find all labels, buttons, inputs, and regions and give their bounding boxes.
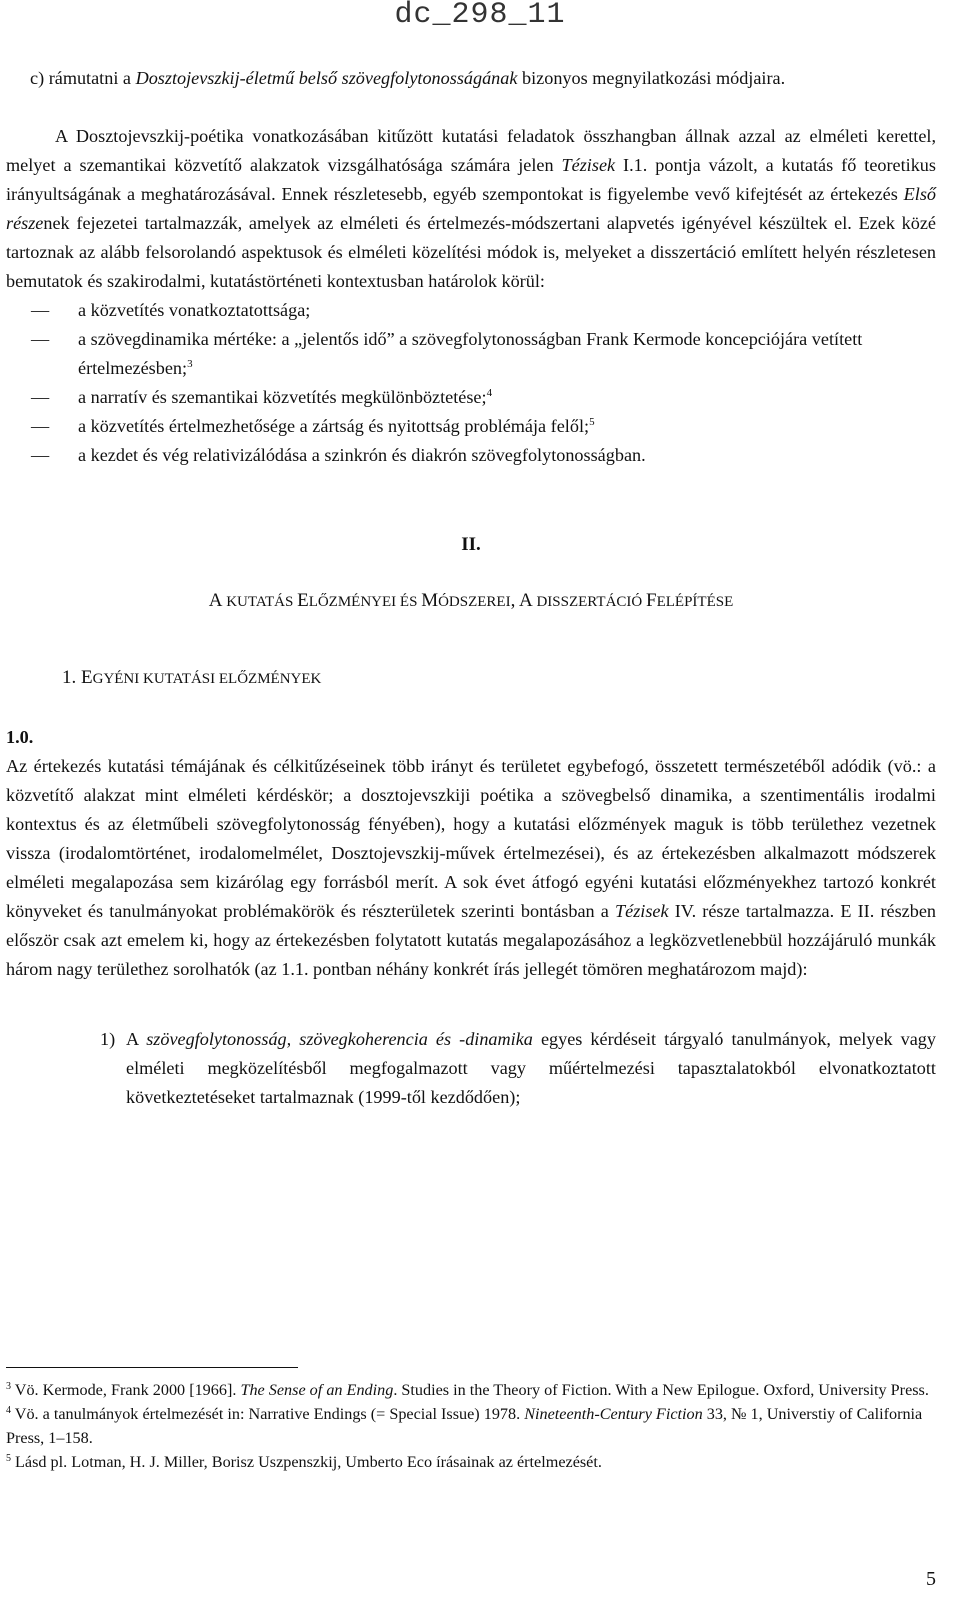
footnote: [6, 1450, 936, 1474]
title-part: ELÉPÍTÉSE: [656, 594, 734, 610]
list-item: [6, 383, 936, 412]
section-number: II.: [461, 534, 481, 555]
footnotes: [6, 1378, 936, 1474]
text-run: . Studies in the Theory of Fiction. With a New Epilogue. Oxford, University Press.: [393, 1381, 929, 1399]
title-part: KUTATÁS: [226, 594, 298, 610]
text-run: Lásd pl. Lotman, H. J. Miller, Borisz Uszpenszkij, Umberto Eco írásainak az értelmezését.: [15, 1453, 602, 1471]
footnote: [6, 1402, 936, 1450]
text-run: egyes kérdéseit tárgyaló tanulmányok, melyek vagy elméleti megközelítésből megfogalmazott vagy műértelmezési tapasztalatokból elvonatkoztatott következtetéseket tartalmaznak (1999-től kezdődően);: [126, 1029, 936, 1107]
text-run: Vö. Kermode, Frank 2000 [1966].: [14, 1381, 241, 1399]
text-run: A: [126, 1029, 147, 1049]
title-part: F: [646, 590, 657, 611]
item-label: c): [30, 68, 45, 88]
section-title: [6, 586, 936, 617]
title-part: LŐZMÉNYEI ÉS: [308, 594, 422, 610]
text-run-italic: Első része: [6, 184, 936, 233]
footnote-ref[interactable]: 4: [486, 387, 493, 399]
title-part: M: [421, 590, 439, 611]
text-run: Az értekezés kutatási témájának és célkitűzéseinek több irányt és területet egybefogó, összetett természetéből adódik (vö.: a közvetítő alakzat mint elméleti kérdéskör; a dosztojevszkiji poétika a szövegbelső dinamika, a szentimentális irodalmi kontextus és az életműbeli szövegfolytonosság fényében), hogy a kutatási előzmények maguk is több területhez vezetnek vissza (irodalomtörténet, irodalomelmélet, Dosztojevszkij-művek értelmezései), és az értekezésben alkalmazott módszerek elméleti megalapozása sem kizárólag egy forrásból merít. A sok évet átfogó egyéni kutatási előzményekhez tartozó konkrét könyveket és tanulmányokat problémakörök és részterületek szerinti bontásban a: [6, 756, 936, 921]
item-text-italic: Dosztojevszkij-életmű belső szövegfolytonosságának: [135, 68, 518, 88]
text-run: IV. része tartalmazza. E II. részben először csak azt emelem ki, hogy az értekezésben folytatott kutatás megalapozásához a legközvetlenebbül hozzájáruló munkák három nagy területhez sorolhatók (az 1.1. pontban néhány konkrét írás jellegét tömören meghatározom majd):: [6, 901, 936, 979]
title-part: E: [297, 590, 309, 611]
dash-marker: —: [31, 445, 50, 465]
numbered-list-item: [100, 1025, 936, 1112]
subsection-number: 1.0.: [6, 727, 34, 747]
title-part: DISSZERTÁCIÓ: [536, 594, 646, 610]
text-run: 33, № 1, Universtiy of California Press, 1–158.: [6, 1405, 923, 1447]
dash-marker: —: [31, 416, 50, 436]
title-part: GYÉNI KUTATÁSI ELŐZMÉNYEK: [92, 671, 322, 687]
item-text: bizonyos megnyilatkozási módjaira.: [517, 68, 786, 88]
footnote-number: 5: [6, 1453, 11, 1464]
list-item: [6, 412, 936, 441]
dash-marker: —: [31, 329, 50, 349]
footnote: [6, 1378, 936, 1402]
text-run-italic: Tézisek: [561, 155, 616, 175]
list-item-c: [30, 64, 936, 93]
page-number: 5: [926, 1568, 936, 1590]
footnote-ref[interactable]: 5: [589, 416, 595, 428]
title-part: A: [208, 590, 227, 611]
list-item-text: a szövegdinamika mértéke: a „jelentős idő” a szövegfolytonosságban Frank Kermode koncepciójára vetített értelmezésben;: [78, 329, 863, 378]
dash-marker: —: [31, 300, 50, 320]
list-item-text: a narratív és szemantikai közvetítés megkülönböztetése;: [78, 387, 487, 407]
footnote-number: 3: [6, 1381, 11, 1392]
text-run: Vö. a tanulmányok értelmezését in: Narrative Endings (= Special Issue) 1978.: [14, 1405, 525, 1423]
text-run: A Dosztojevszkij-poétika vonatkozásában kitűzött kutatási feladatok összhangban állnak azzal az elméleti kerettel, melyet a szemantikai közvetítő alakzatok vizsgálhatósága számára jelen: [6, 126, 936, 175]
list-item: [6, 296, 936, 325]
list-item-text: a közvetítés értelmezhetősége a zártság és nyitottság problémája felől;: [78, 416, 590, 436]
paragraph: [6, 752, 936, 984]
footnote-separator: [6, 1367, 298, 1368]
list-item: [6, 441, 936, 470]
document-id-header: dc_298_11: [394, 0, 566, 32]
list-item-text: a közvetítés vonatkoztatottsága;: [78, 300, 311, 320]
footnote-number: 4: [6, 1405, 11, 1416]
title-part: , A: [510, 590, 537, 611]
text-run-italic: Nineteenth-Century Fiction: [524, 1405, 703, 1423]
paragraph: [6, 122, 936, 296]
dash-list: [6, 296, 936, 470]
main-content: [6, 64, 936, 1112]
item-number: 1): [100, 1029, 116, 1049]
list-item-text: a kezdet és vég relativizálódása a szinkrón és diakrón szövegfolytonosságban.: [78, 445, 646, 465]
text-run-italic: Tézisek: [615, 901, 669, 921]
list-item: [6, 325, 936, 383]
dash-marker: —: [31, 387, 50, 407]
title-part: ÓDSZEREI: [438, 594, 511, 610]
text-run-italic: The Sense of an Ending: [240, 1381, 394, 1399]
subsection-title: [62, 663, 936, 694]
text-run-italic: szövegfolytonosság, szövegkoherencia és -dinamika: [146, 1029, 533, 1049]
item-text: rámutatni a: [48, 68, 136, 88]
text-run: nek fejezetei tartalmazzák, amelyek az elméleti és értelmezés-módszertani alapvetés igényével készültek el. Ezek közé tartoznak az alább felsorolandó aspektusok és elméleti közelítési módok is, melyeket a disszertáció említett helyén részletesen bemutatok és szakirodalmi, kutatástörténeti kontextusban határolok körül:: [6, 213, 936, 291]
title-part: 1. E: [62, 667, 93, 688]
footnote-ref[interactable]: 3: [187, 358, 193, 370]
text-run: I.1. pontja vázolt, a kutatás fő teoretikus irányultságának a meghatározásával. Ennek részletesebb, egyéb szempontokat is figyelembe vevő kifejtését az értekezés: [6, 155, 936, 204]
